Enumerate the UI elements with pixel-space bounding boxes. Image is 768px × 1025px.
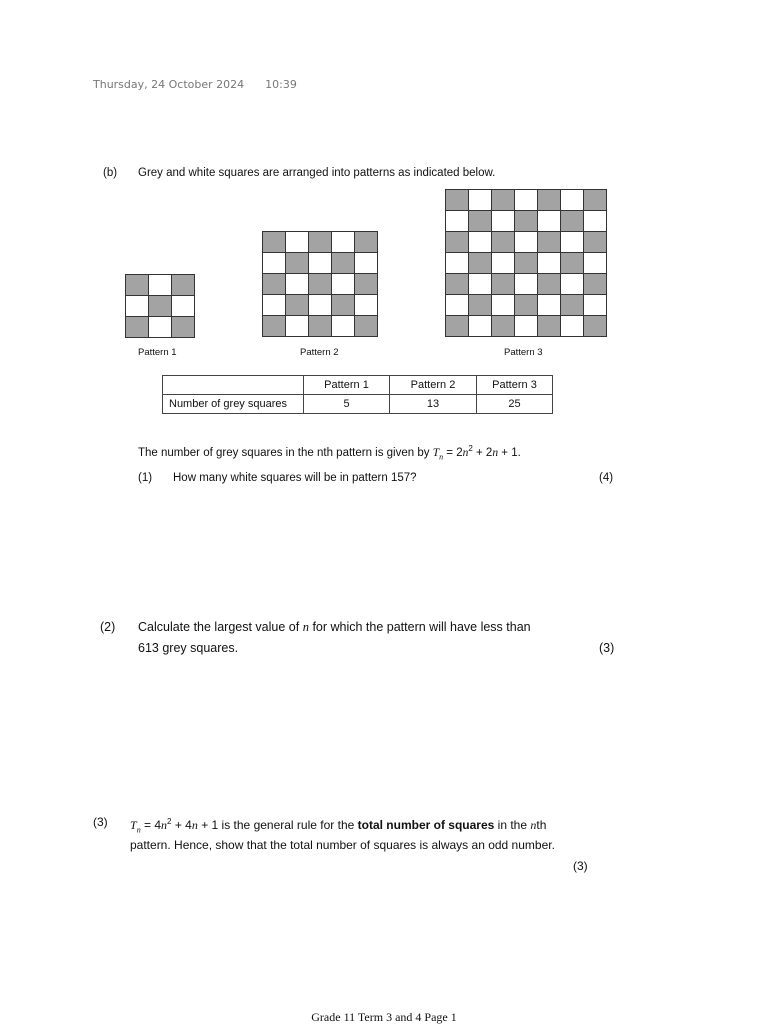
white-square bbox=[149, 317, 171, 337]
grey-rule-prefix: The number of grey squares in the nth pattern is given by bbox=[138, 446, 430, 459]
grey-square bbox=[149, 296, 171, 316]
pattern-1-grid bbox=[125, 274, 195, 338]
q2-marks: (3) bbox=[599, 641, 615, 655]
page-footer: Grade 11 Term 3 and 4 Page 1 bbox=[311, 1010, 457, 1024]
white-square bbox=[332, 316, 354, 336]
white-square bbox=[561, 316, 583, 336]
grey-square bbox=[561, 253, 583, 273]
pattern-3-label: Pattern 3 bbox=[504, 347, 543, 358]
white-square bbox=[263, 253, 285, 273]
grey-square bbox=[332, 253, 354, 273]
grey-square bbox=[538, 190, 560, 210]
grey-square bbox=[515, 211, 537, 231]
table-col-header: Pattern 2 bbox=[390, 376, 477, 395]
table-header-row bbox=[163, 376, 553, 395]
white-square bbox=[469, 190, 491, 210]
grey-square bbox=[126, 317, 148, 337]
grey-square bbox=[538, 274, 560, 294]
table-cell: 5 bbox=[304, 395, 390, 414]
grey-rule bbox=[138, 442, 521, 464]
table-row-header: Number of grey squares bbox=[163, 395, 304, 414]
white-square bbox=[446, 253, 468, 273]
white-square bbox=[492, 295, 514, 315]
grey-square bbox=[355, 232, 377, 252]
white-square bbox=[584, 295, 606, 315]
white-square bbox=[538, 253, 560, 273]
part-b-intro: Grey and white squares are arranged into patterns as indicated below. bbox=[138, 167, 496, 179]
white-square bbox=[492, 211, 514, 231]
grey-square bbox=[172, 317, 194, 337]
white-square bbox=[469, 232, 491, 252]
q2-line-2: 613 grey squares. bbox=[138, 641, 239, 655]
white-square bbox=[126, 296, 148, 316]
grey-squares-table bbox=[162, 375, 553, 414]
white-square bbox=[515, 316, 537, 336]
pattern-1-label: Pattern 1 bbox=[138, 347, 177, 358]
timestamp bbox=[93, 78, 297, 91]
grey-square bbox=[263, 274, 285, 294]
pattern-2-grid bbox=[262, 231, 378, 337]
grey-square bbox=[469, 295, 491, 315]
grey-square bbox=[561, 211, 583, 231]
grey-square bbox=[286, 295, 308, 315]
white-square bbox=[561, 190, 583, 210]
grey-square bbox=[263, 232, 285, 252]
table-row bbox=[163, 395, 553, 414]
pattern-2-label: Pattern 2 bbox=[300, 347, 339, 358]
white-square bbox=[172, 296, 194, 316]
white-square bbox=[149, 275, 171, 295]
q2-number: (2) bbox=[100, 620, 116, 634]
grey-square bbox=[309, 316, 331, 336]
table-corner-cell bbox=[163, 376, 304, 395]
table-cell: 13 bbox=[390, 395, 477, 414]
white-square bbox=[309, 295, 331, 315]
white-square bbox=[515, 232, 537, 252]
time: 10:39 bbox=[265, 78, 297, 91]
white-square bbox=[469, 274, 491, 294]
grey-square bbox=[492, 232, 514, 252]
grey-square bbox=[492, 316, 514, 336]
grey-square bbox=[286, 253, 308, 273]
white-square bbox=[584, 211, 606, 231]
grey-square bbox=[355, 274, 377, 294]
grey-square bbox=[446, 190, 468, 210]
grey-square bbox=[584, 190, 606, 210]
white-square bbox=[469, 316, 491, 336]
grey-square bbox=[538, 316, 560, 336]
white-square bbox=[355, 295, 377, 315]
white-square bbox=[355, 253, 377, 273]
white-square bbox=[263, 295, 285, 315]
grey-square bbox=[584, 232, 606, 252]
q1-marks: (4) bbox=[599, 472, 614, 484]
white-square bbox=[515, 274, 537, 294]
grey-square bbox=[355, 316, 377, 336]
grey-square bbox=[469, 253, 491, 273]
grey-square bbox=[515, 253, 537, 273]
grey-square bbox=[515, 295, 537, 315]
grey-square bbox=[332, 295, 354, 315]
pattern-3-grid bbox=[445, 189, 607, 337]
q3-line-2: pattern. Hence, show that the total number of squares is always an odd number. bbox=[130, 838, 555, 852]
white-square bbox=[538, 295, 560, 315]
white-square bbox=[561, 274, 583, 294]
grey-square bbox=[492, 274, 514, 294]
white-square bbox=[561, 232, 583, 252]
grey-square bbox=[263, 316, 285, 336]
grey-square bbox=[309, 274, 331, 294]
grey-square bbox=[492, 190, 514, 210]
grey-square bbox=[172, 275, 194, 295]
white-square bbox=[286, 274, 308, 294]
grey-rule-formula: $T_n = 2n^2 + 2n + 1$. bbox=[432, 444, 521, 462]
q1-number: (1) bbox=[138, 472, 153, 484]
grey-square bbox=[446, 232, 468, 252]
grey-square bbox=[446, 316, 468, 336]
part-b-label: (b) bbox=[103, 167, 118, 179]
q3-marks: (3) bbox=[573, 859, 588, 873]
table-col-header: Pattern 1 bbox=[304, 376, 390, 395]
grey-square bbox=[446, 274, 468, 294]
white-square bbox=[515, 190, 537, 210]
grey-square bbox=[584, 274, 606, 294]
date: Thursday, 24 October 2024 bbox=[93, 78, 245, 91]
white-square bbox=[446, 295, 468, 315]
grey-square bbox=[309, 232, 331, 252]
white-square bbox=[332, 274, 354, 294]
q1-text: How many white squares will be in pattern 157? bbox=[173, 472, 417, 484]
white-square bbox=[286, 232, 308, 252]
q3-line-1: $T_n = 4n^2 + 4n + 1$ is the general rule for the total number of squares in the nth bbox=[130, 817, 547, 835]
q3-number: (3) bbox=[93, 815, 108, 829]
grey-square bbox=[469, 211, 491, 231]
table-cell: 25 bbox=[477, 395, 553, 414]
grey-square bbox=[584, 316, 606, 336]
q2-line-1: Calculate the largest value of n for which the pattern will have less than bbox=[138, 620, 531, 634]
table-col-header: Pattern 3 bbox=[477, 376, 553, 395]
white-square bbox=[286, 316, 308, 336]
q3-formula: $T_n = 4n^2 + 4n + 1$ bbox=[130, 817, 219, 835]
grey-square bbox=[538, 232, 560, 252]
white-square bbox=[309, 253, 331, 273]
white-square bbox=[538, 211, 560, 231]
grey-square bbox=[126, 275, 148, 295]
white-square bbox=[332, 232, 354, 252]
white-square bbox=[584, 253, 606, 273]
white-square bbox=[446, 211, 468, 231]
white-square bbox=[492, 253, 514, 273]
grey-square bbox=[561, 295, 583, 315]
